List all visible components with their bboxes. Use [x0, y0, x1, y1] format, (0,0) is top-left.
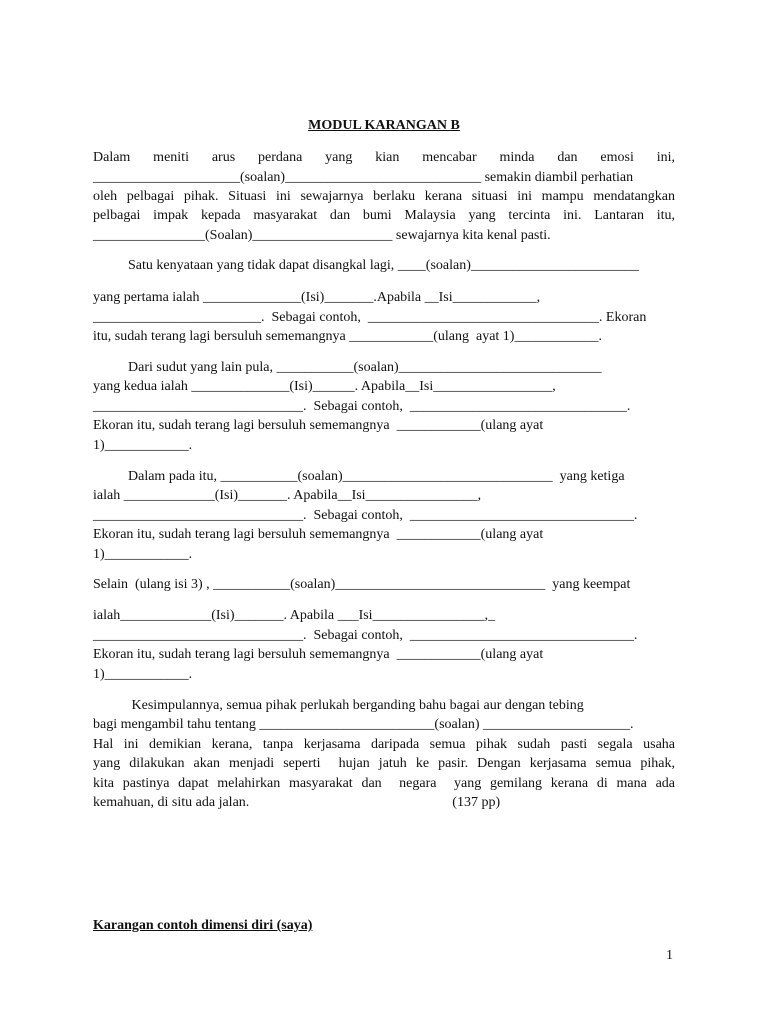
- text-line: Selain (ulang isi 3) , ___________(soalan)______________________________ yang keempat: [93, 577, 631, 592]
- text-line: _____________________(soalan)____________________________ semakin diambil perhatian: [93, 170, 634, 185]
- text-line: Ekoran itu, sudah terang lagi bersuluh sememangnya ____________(ulang ayat: [93, 527, 544, 542]
- text-line: pelbagai impak kepada masyarakat dan bumi Malaysia yang tercinta ini. Lantaran itu,: [93, 208, 675, 223]
- text-line: itu, sudah terang lagi bersuluh sememangnya ____________(ulang ayat 1)____________.: [93, 329, 602, 344]
- text-line: ialah _____________(Isi)_______. Apabila__Isi________________,: [93, 488, 482, 503]
- page-title: MODUL KARANGAN B: [308, 118, 460, 133]
- text-line: ________________(Soalan)____________________ sewajarnya kita kenal pasti.: [93, 228, 551, 243]
- text-line: ______________________________. Sebagai contoh, ________________________________.: [93, 508, 638, 523]
- section-heading: Karangan contoh dimensi diri (saya): [93, 918, 313, 933]
- text-line: ______________________________. Sebagai contoh, _______________________________.: [93, 399, 631, 414]
- text-line: yang dilakukan akan menjadi seperti hujan jatuh ke pasir. Dengan kerjasama semua pihak,: [93, 756, 675, 771]
- text-line: Dalam pada itu, ___________(soalan)______________________________ yang ketiga: [93, 469, 625, 484]
- text-line: oleh pelbagai pihak. Situasi ini sewajarnya berlaku kerana situasi ini mampu mendatangkan: [93, 189, 675, 204]
- text-line: bagi mengambil tahu tentang _________________________(soalan) _____________________.: [93, 717, 634, 732]
- text-line: ialah_____________(Isi)_______. Apabila ___Isi________________,_: [93, 608, 496, 623]
- text-line: kita pastinya dapat melahirkan masyarakat dan negara yang gemilang kerana di mana ada: [93, 776, 675, 791]
- text-line: Ekoran itu, sudah terang lagi bersuluh sememangnya ____________(ulang ayat: [93, 418, 544, 433]
- text-line: 1)____________.: [93, 547, 193, 562]
- text-line: Hal ini demikian kerana, tanpa kerjasama daripada semua pihak sudah pasti segala usaha: [93, 737, 675, 752]
- text-line: Ekoran itu, sudah terang lagi bersuluh sememangnya ____________(ulang ayat: [93, 647, 544, 662]
- text-line: Dari sudut yang lain pula, ___________(soalan)_____________________________: [93, 360, 602, 375]
- text-line: Dalam meniti arus perdana yang kian mencabar minda dan emosi ini,: [93, 150, 675, 165]
- text-line: ________________________. Sebagai contoh, _________________________________. Ekoran: [93, 310, 647, 325]
- text-line: 1)____________.: [93, 667, 193, 682]
- text-line: kemahuan, di situ ada jalan. (137 pp): [93, 795, 501, 810]
- text-line: 1)____________.: [93, 438, 193, 453]
- text-line: Kesimpulannya, semua pihak perlukah berganding bahu bagai aur dengan tebing: [93, 698, 584, 713]
- text-line: ______________________________. Sebagai contoh, ________________________________.: [93, 628, 638, 643]
- text-line: yang kedua ialah ______________(Isi)______. Apabila__Isi_________________,: [93, 379, 556, 394]
- text-line: Satu kenyataan yang tidak dapat disangkal lagi, ____(soalan)________________________: [93, 258, 639, 273]
- page-number: 1: [666, 948, 673, 963]
- text-line: yang pertama ialah ______________(Isi)_______.Apabila __Isi____________,: [93, 290, 541, 305]
